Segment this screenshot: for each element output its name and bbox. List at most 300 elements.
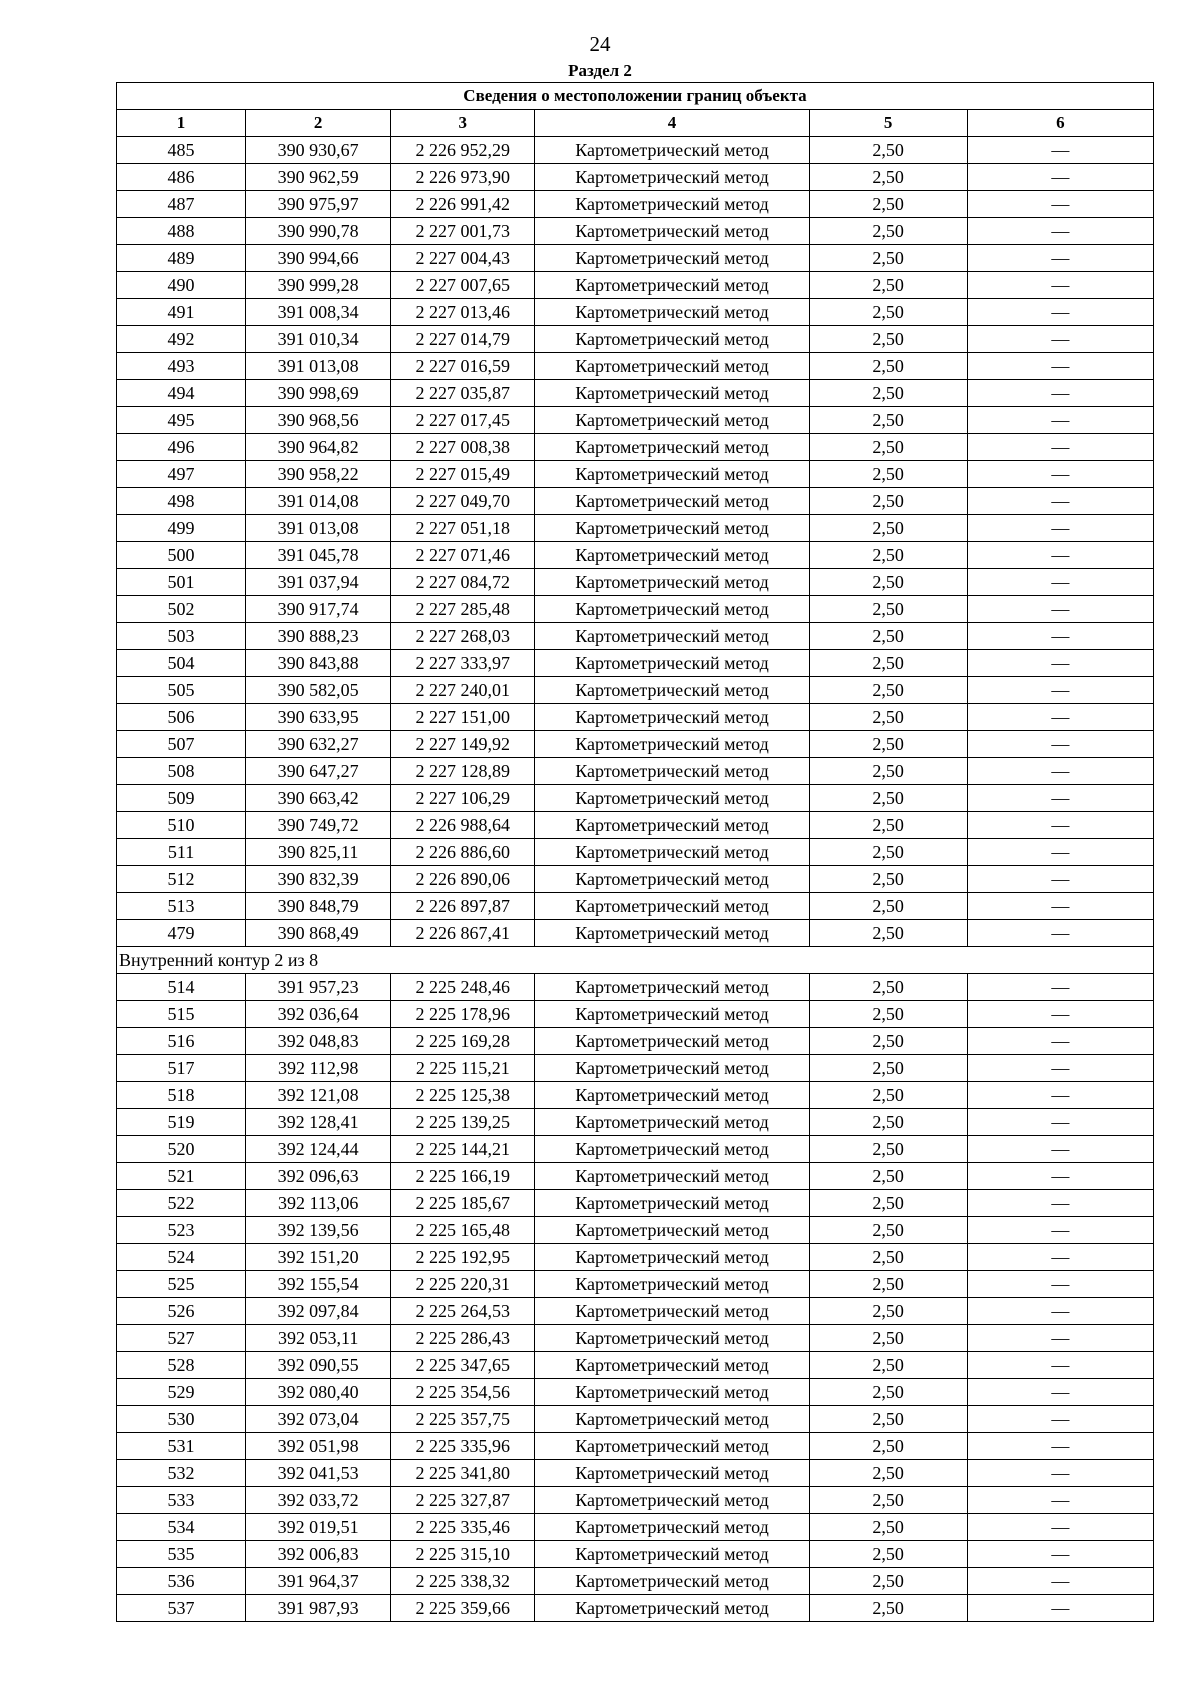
table-cell: 2,50 xyxy=(809,1514,967,1541)
table-cell: Картометрический метод xyxy=(535,596,809,623)
table-cell: 2 225 347,65 xyxy=(391,1352,535,1379)
table-cell: 392 048,83 xyxy=(246,1028,391,1055)
table-cell: 495 xyxy=(117,407,246,434)
table-cell: 2,50 xyxy=(809,137,967,164)
table-cell: 2 225 354,56 xyxy=(391,1379,535,1406)
table-row xyxy=(117,245,1154,272)
table-cell: 2,50 xyxy=(809,1298,967,1325)
table-cell: 392 036,64 xyxy=(246,1001,391,1028)
table-cell: Картометрический метод xyxy=(535,326,809,353)
table-cell: — xyxy=(967,434,1153,461)
table-cell: 498 xyxy=(117,488,246,515)
table-cell: — xyxy=(967,488,1153,515)
table-cell: 391 964,37 xyxy=(246,1568,391,1595)
table-cell: Картометрический метод xyxy=(535,461,809,488)
table-cell: 392 124,44 xyxy=(246,1136,391,1163)
table-cell: 2,50 xyxy=(809,650,967,677)
table-cell: Картометрический метод xyxy=(535,1001,809,1028)
table-cell: 390 994,66 xyxy=(246,245,391,272)
table-cell: 2,50 xyxy=(809,434,967,461)
column-header: 2 xyxy=(246,110,391,137)
table-cell: — xyxy=(967,704,1153,731)
table-row xyxy=(117,1217,1154,1244)
table-cell: 390 868,49 xyxy=(246,920,391,947)
table-cell: 2,50 xyxy=(809,1541,967,1568)
table-cell: 391 010,34 xyxy=(246,326,391,353)
table-cell: 501 xyxy=(117,569,246,596)
table-cell: 2 227 015,49 xyxy=(391,461,535,488)
table-cell: 2 227 051,18 xyxy=(391,515,535,542)
table-cell: — xyxy=(967,272,1153,299)
table-row xyxy=(117,164,1154,191)
table-header-row xyxy=(117,110,1154,137)
table-cell: 503 xyxy=(117,623,246,650)
table-cell: 520 xyxy=(117,1136,246,1163)
table-cell: 486 xyxy=(117,164,246,191)
table-cell: 2,50 xyxy=(809,596,967,623)
table-cell: 2 227 016,59 xyxy=(391,353,535,380)
table-cell: — xyxy=(967,1298,1153,1325)
table-cell: 2 227 007,65 xyxy=(391,272,535,299)
table-cell: 2 225 327,87 xyxy=(391,1487,535,1514)
column-header: 5 xyxy=(809,110,967,137)
table-cell: 390 633,95 xyxy=(246,704,391,731)
table-cell: 2 227 151,00 xyxy=(391,704,535,731)
table-row xyxy=(117,920,1154,947)
table-cell: 2 227 004,43 xyxy=(391,245,535,272)
table-cell: 2,50 xyxy=(809,1136,967,1163)
table-cell: 2 225 139,25 xyxy=(391,1109,535,1136)
table-cell: 391 008,34 xyxy=(246,299,391,326)
table-cell: 2,50 xyxy=(809,515,967,542)
table-cell: Картометрический метод xyxy=(535,677,809,704)
table-cell: — xyxy=(967,920,1153,947)
table-cell: Картометрический метод xyxy=(535,1406,809,1433)
table-cell: 2,50 xyxy=(809,1595,967,1622)
table-cell: 2 227 008,38 xyxy=(391,434,535,461)
table-cell: Картометрический метод xyxy=(535,1325,809,1352)
table-cell: 390 749,72 xyxy=(246,812,391,839)
table-row xyxy=(117,596,1154,623)
table-row xyxy=(117,785,1154,812)
table-cell: — xyxy=(967,218,1153,245)
table-cell: — xyxy=(967,461,1153,488)
table-cell: 502 xyxy=(117,596,246,623)
table-cell: Картометрический метод xyxy=(535,380,809,407)
table-cell: — xyxy=(967,515,1153,542)
table-cell: 2,50 xyxy=(809,866,967,893)
table-cell: 392 051,98 xyxy=(246,1433,391,1460)
table-cell: 2,50 xyxy=(809,785,967,812)
table-cell: 505 xyxy=(117,677,246,704)
table-cell: 2,50 xyxy=(809,353,967,380)
table-cell: 2,50 xyxy=(809,1433,967,1460)
table-cell: — xyxy=(967,677,1153,704)
table-cell: 2,50 xyxy=(809,974,967,1001)
table-cell: Картометрический метод xyxy=(535,1379,809,1406)
table-cell: 390 917,74 xyxy=(246,596,391,623)
table-cell: 2,50 xyxy=(809,812,967,839)
table-cell: 2,50 xyxy=(809,1109,967,1136)
table-cell: Картометрический метод xyxy=(535,1082,809,1109)
table-cell: — xyxy=(967,380,1153,407)
table-cell: Картометрический метод xyxy=(535,1298,809,1325)
table-caption: Сведения о местоположении границ объекта xyxy=(117,83,1154,110)
table-cell: 2 227 049,70 xyxy=(391,488,535,515)
table-row xyxy=(117,1163,1154,1190)
table-cell: 390 582,05 xyxy=(246,677,391,704)
table-cell: — xyxy=(967,1055,1153,1082)
table-cell: Картометрический метод xyxy=(535,1541,809,1568)
table-cell: 390 832,39 xyxy=(246,866,391,893)
table-row xyxy=(117,623,1154,650)
table-cell: 2 226 886,60 xyxy=(391,839,535,866)
table-row xyxy=(117,812,1154,839)
table-cell: Картометрический метод xyxy=(535,1352,809,1379)
table-cell: 494 xyxy=(117,380,246,407)
table-cell: 2 226 897,87 xyxy=(391,893,535,920)
table-cell: 391 014,08 xyxy=(246,488,391,515)
section-title: Раздел 2 xyxy=(568,61,632,80)
table-cell: 392 151,20 xyxy=(246,1244,391,1271)
table-cell: — xyxy=(967,1514,1153,1541)
table-cell: — xyxy=(967,1217,1153,1244)
table-cell: 2,50 xyxy=(809,1190,967,1217)
table-row xyxy=(117,1595,1154,1622)
table-cell: 392 155,54 xyxy=(246,1271,391,1298)
table-cell: Картометрический метод xyxy=(535,434,809,461)
table-cell: 390 843,88 xyxy=(246,650,391,677)
table-row xyxy=(117,677,1154,704)
table-cell: — xyxy=(967,1244,1153,1271)
table-cell: 2,50 xyxy=(809,839,967,866)
table-cell: Картометрический метод xyxy=(535,893,809,920)
table-row xyxy=(117,650,1154,677)
table-cell: 514 xyxy=(117,974,246,1001)
table-cell: 489 xyxy=(117,245,246,272)
table-cell: — xyxy=(967,326,1153,353)
table-row xyxy=(117,299,1154,326)
table-cell: 2 226 973,90 xyxy=(391,164,535,191)
table-cell: — xyxy=(967,164,1153,191)
table-cell: 2,50 xyxy=(809,1379,967,1406)
table-cell: 2,50 xyxy=(809,1001,967,1028)
table-caption-row xyxy=(117,83,1154,110)
table-cell: 2 225 115,21 xyxy=(391,1055,535,1082)
table-cell: 530 xyxy=(117,1406,246,1433)
table-cell: Картометрический метод xyxy=(535,1055,809,1082)
table-row xyxy=(117,731,1154,758)
table-cell: — xyxy=(967,731,1153,758)
table-cell: 487 xyxy=(117,191,246,218)
table-row xyxy=(117,1028,1154,1055)
table-cell: Картометрический метод xyxy=(535,299,809,326)
table-cell: 2,50 xyxy=(809,920,967,947)
table-cell: — xyxy=(967,1595,1153,1622)
table-cell: Картометрический метод xyxy=(535,191,809,218)
table-row xyxy=(117,353,1154,380)
table-cell: 2 227 268,03 xyxy=(391,623,535,650)
table-cell: Картометрический метод xyxy=(535,488,809,515)
table-cell: 2 227 071,46 xyxy=(391,542,535,569)
table-cell: 2 227 014,79 xyxy=(391,326,535,353)
table-row xyxy=(117,1487,1154,1514)
table-cell: 529 xyxy=(117,1379,246,1406)
table-cell: 2,50 xyxy=(809,461,967,488)
table-cell: 2,50 xyxy=(809,1055,967,1082)
table-cell: 2 227 240,01 xyxy=(391,677,535,704)
table-row xyxy=(117,191,1154,218)
table-cell: 492 xyxy=(117,326,246,353)
table-cell: 485 xyxy=(117,137,246,164)
table-row xyxy=(117,839,1154,866)
table-cell: Картометрический метод xyxy=(535,1190,809,1217)
table-cell: Картометрический метод xyxy=(535,407,809,434)
table-cell: Картометрический метод xyxy=(535,1217,809,1244)
table-cell: 2,50 xyxy=(809,893,967,920)
table-cell: — xyxy=(967,1109,1153,1136)
table-cell: 392 006,83 xyxy=(246,1541,391,1568)
table-cell: 2,50 xyxy=(809,623,967,650)
table-cell: — xyxy=(967,1352,1153,1379)
table-cell: — xyxy=(967,1460,1153,1487)
table-row xyxy=(117,704,1154,731)
table-cell: 390 848,79 xyxy=(246,893,391,920)
table-cell: — xyxy=(967,974,1153,1001)
table-cell: Картометрический метод xyxy=(535,758,809,785)
table-cell: 391 013,08 xyxy=(246,353,391,380)
table-cell: Картометрический метод xyxy=(535,704,809,731)
table-cell: 497 xyxy=(117,461,246,488)
table-cell: 2,50 xyxy=(809,1163,967,1190)
table-cell: 392 019,51 xyxy=(246,1514,391,1541)
table-cell: 392 113,06 xyxy=(246,1190,391,1217)
table-cell: 2,50 xyxy=(809,488,967,515)
table-cell: 2 225 335,96 xyxy=(391,1433,535,1460)
table-cell: 2 225 178,96 xyxy=(391,1001,535,1028)
table-cell: 493 xyxy=(117,353,246,380)
table-cell: 2 225 315,10 xyxy=(391,1541,535,1568)
table-cell: 2 225 357,75 xyxy=(391,1406,535,1433)
table-cell: — xyxy=(967,1190,1153,1217)
table-cell: — xyxy=(967,866,1153,893)
table-cell: 2,50 xyxy=(809,1487,967,1514)
table-cell: 390 998,69 xyxy=(246,380,391,407)
table-cell: 2,50 xyxy=(809,1460,967,1487)
table-cell: 517 xyxy=(117,1055,246,1082)
table-cell: — xyxy=(967,1433,1153,1460)
table-row xyxy=(117,1136,1154,1163)
table-cell: 2,50 xyxy=(809,677,967,704)
table-cell: 2,50 xyxy=(809,704,967,731)
table-cell: 392 112,98 xyxy=(246,1055,391,1082)
table-row xyxy=(117,218,1154,245)
table-row xyxy=(117,1433,1154,1460)
table-cell: — xyxy=(967,839,1153,866)
table-cell: 524 xyxy=(117,1244,246,1271)
table-cell: — xyxy=(967,137,1153,164)
table-cell: 2 227 013,46 xyxy=(391,299,535,326)
table-cell: 508 xyxy=(117,758,246,785)
table-row xyxy=(117,434,1154,461)
table-cell: Картометрический метод xyxy=(535,1595,809,1622)
table-cell: 2 227 128,89 xyxy=(391,758,535,785)
table-row xyxy=(117,326,1154,353)
table-cell: 2,50 xyxy=(809,1028,967,1055)
contour-subtitle: Внутренний контур 2 из 8 xyxy=(117,947,1154,974)
table-cell: Картометрический метод xyxy=(535,866,809,893)
table-cell: 518 xyxy=(117,1082,246,1109)
table-cell: 519 xyxy=(117,1109,246,1136)
table-cell: Картометрический метод xyxy=(535,1568,809,1595)
table-cell: 2 226 890,06 xyxy=(391,866,535,893)
table-cell: 2,50 xyxy=(809,758,967,785)
table-cell: Картометрический метод xyxy=(535,920,809,947)
table-cell: 2 226 988,64 xyxy=(391,812,535,839)
column-header: 4 xyxy=(535,110,809,137)
table-cell: 522 xyxy=(117,1190,246,1217)
table-cell: 390 968,56 xyxy=(246,407,391,434)
table-cell: Картометрический метод xyxy=(535,1109,809,1136)
table-cell: Картометрический метод xyxy=(535,785,809,812)
table-row xyxy=(117,1001,1154,1028)
table-row xyxy=(117,569,1154,596)
table-row xyxy=(117,1379,1154,1406)
table-cell: Картометрический метод xyxy=(535,650,809,677)
table-row xyxy=(117,137,1154,164)
table-cell: Картометрический метод xyxy=(535,1244,809,1271)
table-cell: 390 632,27 xyxy=(246,731,391,758)
table-cell: — xyxy=(967,1406,1153,1433)
table-row xyxy=(117,1190,1154,1217)
table-cell: — xyxy=(967,1325,1153,1352)
table-cell: 392 139,56 xyxy=(246,1217,391,1244)
table-cell: 2 227 035,87 xyxy=(391,380,535,407)
table-cell: 488 xyxy=(117,218,246,245)
column-header: 3 xyxy=(391,110,535,137)
table-cell: 532 xyxy=(117,1460,246,1487)
table-cell: 391 013,08 xyxy=(246,515,391,542)
table-cell: 527 xyxy=(117,1325,246,1352)
table-cell: 392 053,11 xyxy=(246,1325,391,1352)
table-cell: — xyxy=(967,1136,1153,1163)
table-cell: — xyxy=(967,1541,1153,1568)
table-cell: — xyxy=(967,191,1153,218)
table-cell: 479 xyxy=(117,920,246,947)
table-cell: 2 225 335,46 xyxy=(391,1514,535,1541)
table-row xyxy=(117,515,1154,542)
table-cell: 390 825,11 xyxy=(246,839,391,866)
table-cell: Картометрический метод xyxy=(535,137,809,164)
table-row xyxy=(117,1325,1154,1352)
table-cell: Картометрический метод xyxy=(535,731,809,758)
table-cell: Картометрический метод xyxy=(535,272,809,299)
table-cell: 390 663,42 xyxy=(246,785,391,812)
table-cell: 2 226 952,29 xyxy=(391,137,535,164)
table-cell: 2 225 165,48 xyxy=(391,1217,535,1244)
table-cell: 2 226 867,41 xyxy=(391,920,535,947)
table-row xyxy=(117,1568,1154,1595)
table-cell: 2 225 192,95 xyxy=(391,1244,535,1271)
table-cell: — xyxy=(967,1379,1153,1406)
table-cell: — xyxy=(967,1163,1153,1190)
table-cell: 2 227 285,48 xyxy=(391,596,535,623)
table-cell: Картометрический метод xyxy=(535,353,809,380)
table-cell: 2 225 166,19 xyxy=(391,1163,535,1190)
table-cell: 2 227 001,73 xyxy=(391,218,535,245)
table-cell: 2,50 xyxy=(809,1271,967,1298)
table-cell: 2 226 991,42 xyxy=(391,191,535,218)
table-cell: 2 225 185,67 xyxy=(391,1190,535,1217)
table-cell: — xyxy=(967,299,1153,326)
table-cell: 2,50 xyxy=(809,407,967,434)
table-cell: 511 xyxy=(117,839,246,866)
table-cell: 509 xyxy=(117,785,246,812)
table-cell: 507 xyxy=(117,731,246,758)
table-cell: Картометрический метод xyxy=(535,1487,809,1514)
table-cell: Картометрический метод xyxy=(535,1028,809,1055)
table-cell: 2,50 xyxy=(809,569,967,596)
table-row xyxy=(117,380,1154,407)
table-row xyxy=(117,1244,1154,1271)
table-cell: 2,50 xyxy=(809,245,967,272)
table-cell: — xyxy=(967,407,1153,434)
table-cell: 2 225 359,66 xyxy=(391,1595,535,1622)
table-cell: 2,50 xyxy=(809,1082,967,1109)
table-cell: Картометрический метод xyxy=(535,1433,809,1460)
table-cell: 2 225 341,80 xyxy=(391,1460,535,1487)
table-cell: Картометрический метод xyxy=(535,974,809,1001)
table-cell: 2 225 169,28 xyxy=(391,1028,535,1055)
column-header: 1 xyxy=(117,110,246,137)
table-row xyxy=(117,1352,1154,1379)
table-cell: — xyxy=(967,1082,1153,1109)
table-cell: Картометрический метод xyxy=(535,1514,809,1541)
table-row xyxy=(117,893,1154,920)
table-row xyxy=(117,1514,1154,1541)
table-cell: 533 xyxy=(117,1487,246,1514)
table-cell: 2,50 xyxy=(809,191,967,218)
table-cell: — xyxy=(967,785,1153,812)
table-cell: 2,50 xyxy=(809,1217,967,1244)
table-cell: — xyxy=(967,569,1153,596)
table-cell: — xyxy=(967,758,1153,785)
table-cell: Картометрический метод xyxy=(535,569,809,596)
table-cell: 390 930,67 xyxy=(246,137,391,164)
table-row xyxy=(117,1298,1154,1325)
table-cell: 391 957,23 xyxy=(246,974,391,1001)
table-cell: 491 xyxy=(117,299,246,326)
table-cell: Картометрический метод xyxy=(535,1271,809,1298)
table-cell: 391 987,93 xyxy=(246,1595,391,1622)
table-cell: 2,50 xyxy=(809,380,967,407)
table-cell: — xyxy=(967,1487,1153,1514)
table-cell: 537 xyxy=(117,1595,246,1622)
table-cell: 392 096,63 xyxy=(246,1163,391,1190)
table-row xyxy=(117,758,1154,785)
table-cell: 391 045,78 xyxy=(246,542,391,569)
table-cell: 2,50 xyxy=(809,299,967,326)
table-cell: 390 975,97 xyxy=(246,191,391,218)
table-row xyxy=(117,407,1154,434)
table-cell: Картометрический метод xyxy=(535,542,809,569)
table-cell: Картометрический метод xyxy=(535,218,809,245)
table-cell: 506 xyxy=(117,704,246,731)
table-cell: 523 xyxy=(117,1217,246,1244)
table-cell: 392 097,84 xyxy=(246,1298,391,1325)
table-cell: Картометрический метод xyxy=(535,839,809,866)
table-row xyxy=(117,272,1154,299)
